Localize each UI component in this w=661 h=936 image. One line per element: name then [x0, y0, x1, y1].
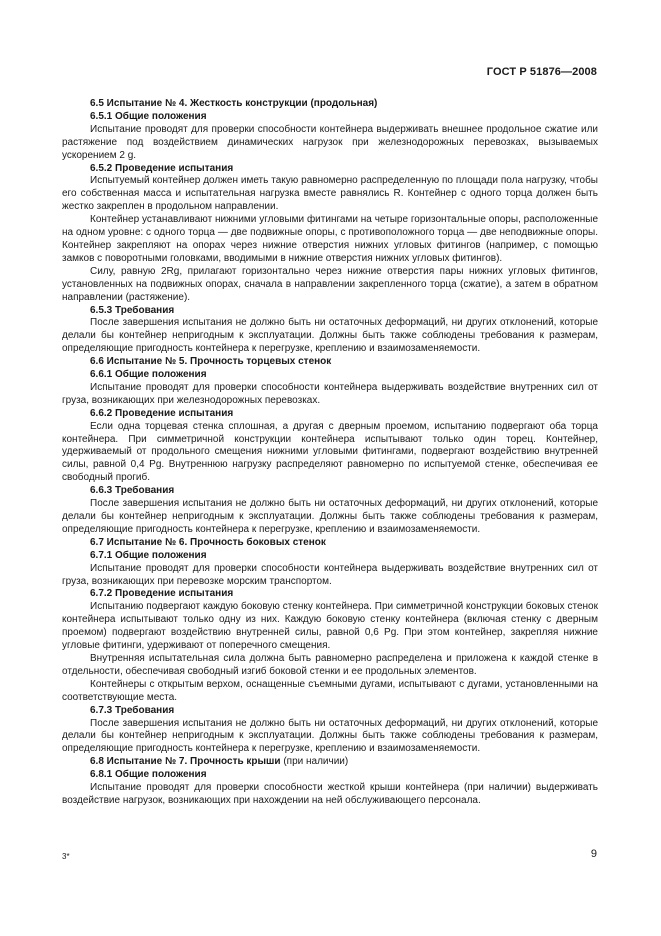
section-heading: 6.5 Испытание № 4. Жесткость конструкции (продольная) — [90, 98, 378, 109]
section-heading: 6.7.1 Общие положения — [90, 549, 207, 561]
section-heading: 6.5.3 Требования — [90, 304, 175, 316]
section-heading: 6.5.2 Проведение испытания — [90, 162, 234, 174]
page-number: 9 — [590, 848, 597, 860]
body-paragraph: Испытание проводят для проверки способности контейнера выдерживать воздействие внутренних сил от груза, возникающих при железнодорожных перевозках. — [62, 381, 598, 406]
section-heading: 6.7 Испытание № 6. Прочность боковых стенок — [90, 536, 326, 548]
section-heading: 6.6.3 Требования — [90, 485, 175, 497]
body-paragraph: Испытание проводят для проверки способности жесткой крыши контейнера (при наличии) выдерживать воздействие нагрузок, возникающих при нахождении на ней обслуживающего персонала. — [62, 782, 598, 806]
body-paragraph: Внутренняя испытательная сила должна быть равномерно распределена и приложена к каждой стенке в отдельности, обеспечивая свободный изгиб боковой стенки и ее продольных элементов. — [62, 652, 598, 677]
body-paragraph: Контейнер устанавливают нижними угловыми фитингами на четыре горизонтальные опоры, расположенные на одном уровне: с одного торца — две подвижные опоры, с противоположного торца — две неподвижные опоры. Контейнер закрепляют на опорах через нижние отверстия нижних угловых фитингов (например, с помощью замков с поворотными головками, вводимыми в нижние отверстия нижних угловых фитингов). — [62, 214, 598, 264]
document-code: ГОСТ Р 51876—2008 — [486, 66, 597, 78]
body-paragraph: После завершения испытания не должно быть ни остаточных деформаций, ни других отклонений, которые делали бы контейнер непригодным к эксплуатации. Должны быть также соблюдены требования к размерам, определяющие пригодность контейнера к перегрузке, креплению и взаимозаменяемости. — [62, 498, 598, 535]
section-heading-bold: 6.8 Испытание № 7. Прочность крыши — [90, 756, 281, 768]
body-paragraph: После завершения испытания не должно быть ни остаточных деформаций, ни других отклонений, которые делали бы контейнер непригодным к эксплуатации. Должны быть также соблюдены требования к размерам, определяющие пригодность контейнера к перегрузке, креплению и взаимозаменяемости. — [62, 317, 598, 355]
body-paragraph: Испытанию подвергают каждую боковую стенку контейнера. При симметричной конструкции боковых стенок контейнера испытывают только одну из них. Каждую боковую стенку контейнера (включая стенку с дверным проемом) подвергают воздействию внутренней силы, равной 0,6 Pg. При этом контейнер, закрепляя нижние угловые фитинги, удерживают от поперечного смещения. — [62, 601, 598, 652]
section-heading: 6.8.1 Общие положения — [90, 769, 207, 781]
section-heading — [62, 756, 598, 769]
section-heading: 6.6.1 Общие положения — [90, 369, 207, 381]
section-heading: 6.6.2 Проведение испытания — [90, 407, 234, 419]
section-heading: 6.7.2 Проведение испытания — [90, 588, 234, 600]
section-heading-note: (при наличии) — [280, 756, 349, 768]
body-paragraph: Силу, равную 2Rg, прилагают горизонтально через нижние отверстия пары нижних угловых фитингов, установленных на подвижных опорах, сначала в направлении закрепленного торца (сжатие), а затем в обратном направлении (растяжение). — [62, 265, 598, 303]
document-body — [62, 98, 598, 808]
section-heading: 6.7.3 Требования — [90, 704, 175, 716]
body-paragraph: Испытание проводят для проверки способности контейнера выдерживать внешнее продольное сжатие или растяжение под воздействием динамических нагрузок при железнодорожных перевозках, вызываемых ускорением 2 g. — [62, 123, 598, 161]
section-heading: 6.5.1 Общие положения — [90, 110, 207, 122]
body-paragraph: Испытание проводят для проверки способности контейнера выдерживать воздействие внутренних сил от груза, возникающих при перевозке морским транспортом. — [62, 562, 598, 587]
body-paragraph: Если одна торцевая стенка сплошная, а другая с дверным проемом, испытанию подвергают оба торца контейнера. При симметричной конструкции контейнера испытывают только один торец. Контейнер, удерживаемый от продольного смещения нижними угловыми фитингами, подвергают воздействию внутренней силы, равной 0,4 Pg. Внутреннюю нагрузку распределяют равномерно по испытуемой стенке, обеспечивая ее свободный прогиб. — [62, 420, 598, 484]
body-paragraph: Контейнеры с открытым верхом, оснащенные съемными дугами, испытывают с дугами, установленными на соответствующие места. — [62, 678, 598, 703]
section-heading: 6.6 Испытание № 5. Прочность торцевых стенок — [90, 356, 332, 368]
body-paragraph: Испытуемый контейнер должен иметь такую равномерно распределенную по площади пола нагрузку, чтобы его собственная масса и испытательная нагрузка вместе равнялись R. Контейнер с одного торца должен быть жестко закреплен в продольном направлении. — [62, 175, 598, 213]
body-paragraph: После завершения испытания не должно быть ни остаточных деформаций, ни других отклонений, которые делали бы контейнер непригодным к эксплуатации. Должны быть также соблюдены требования к размерам, определяющие пригодность контейнера к перегрузке, креплению и взаимозаменяемости. — [62, 717, 598, 755]
sheet-mark: 3* — [62, 852, 70, 861]
